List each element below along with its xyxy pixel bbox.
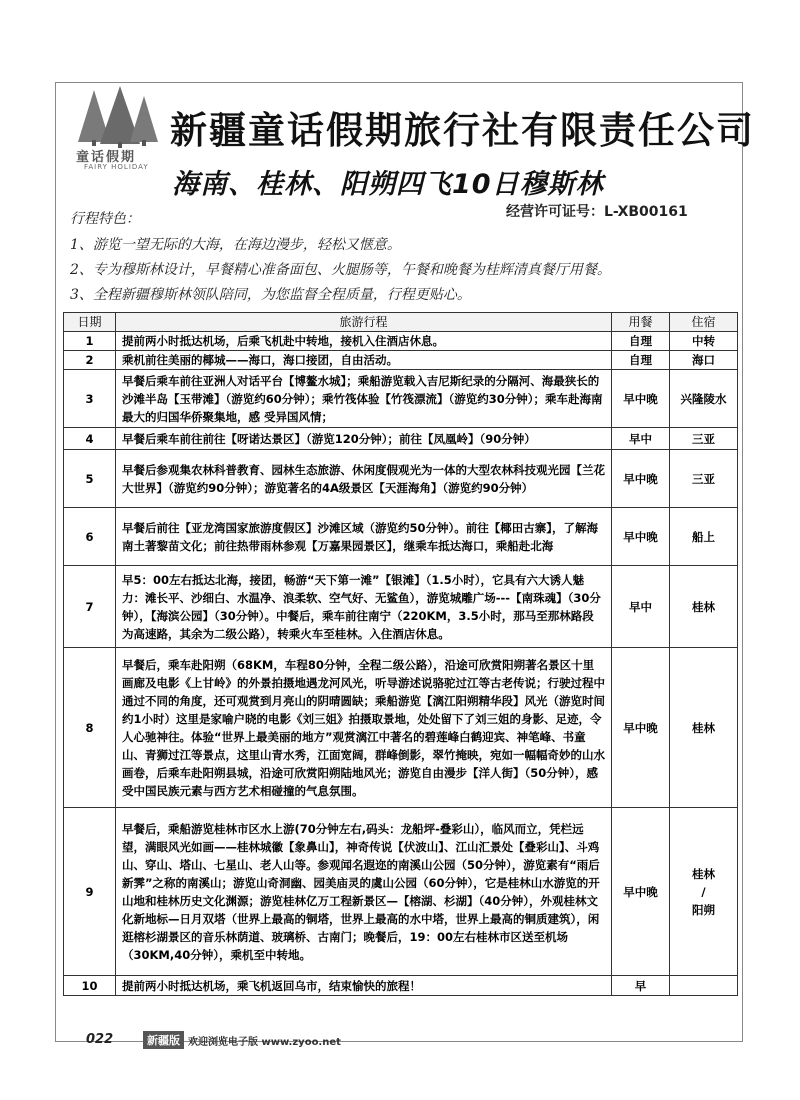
row-day: 2 (64, 351, 116, 370)
row-lodge: 桂林 / 阳朔 (670, 808, 738, 976)
row-lodge: 三亚 (670, 428, 738, 450)
row-lodge: 兴隆陵水 (670, 370, 738, 428)
row-lodge: 船上 (670, 508, 738, 566)
table-row (64, 450, 738, 508)
row-day: 8 (64, 648, 116, 808)
row-meal: 早中晚 (612, 508, 670, 566)
license-number: 经营许可证号：L-XB00161 (506, 204, 688, 220)
feature-item: 2、专为穆斯林设计，早餐精心准备面包、火腿肠等，午餐和晚餐为桂辉清真餐厅用餐。 (70, 262, 611, 278)
row-day: 10 (64, 976, 116, 996)
row-desc: 提前两小时抵达机场，乘飞机返回乌市，结束愉快的旅程！ (116, 976, 612, 996)
features-title: 行程特色： (70, 211, 140, 227)
row-lodge: 桂林 (670, 648, 738, 808)
row-day: 3 (64, 370, 116, 428)
row-lodge: 桂林 (670, 566, 738, 648)
row-day: 1 (64, 332, 116, 351)
feature-item: 3、全程新疆穆斯林领队陪同，为您监督全程质量，行程更贴心。 (70, 287, 471, 303)
itinerary-table (63, 312, 738, 996)
header-desc: 旅游行程 (116, 313, 612, 332)
table-row (64, 976, 738, 996)
table-row (64, 351, 738, 370)
row-lodge: 中转 (670, 332, 738, 351)
table-row (64, 648, 738, 808)
row-day: 5 (64, 450, 116, 508)
row-meal: 早 (612, 976, 670, 996)
row-day: 7 (64, 566, 116, 648)
row-meal: 早中晚 (612, 808, 670, 976)
footer-website-text: 欢迎浏览电子版 www.zyoo.net (188, 1037, 341, 1048)
pine-trees-icon (72, 86, 162, 148)
row-desc: 提前两小时抵达机场，后乘飞机赴中转地，接机入住酒店休息。 (116, 332, 612, 351)
table-row (64, 508, 738, 566)
row-lodge (670, 976, 738, 996)
row-day: 9 (64, 808, 116, 976)
row-meal: 早中 (612, 428, 670, 450)
row-desc: 早餐后乘车前往亚洲人对话平台【博鳌水城】；乘船游览载入吉尼斯纪录的分隔河、海最狭长的沙滩半岛【玉带滩】（游览约60分钟）；乘竹筏体验【竹筏漂流】（游览约30分钟）；乘车赴海南最大的归国华侨聚集地，感 受异国风情； (116, 370, 612, 428)
row-meal: 自理 (612, 351, 670, 370)
table-row (64, 428, 738, 450)
row-meal: 早中晚 (612, 450, 670, 508)
row-meal: 早中晚 (612, 648, 670, 808)
row-desc: 乘机前往美丽的椰城——海口，海口接团，自由活动。 (116, 351, 612, 370)
row-meal: 自理 (612, 332, 670, 351)
row-desc: 早餐后，乘车赴阳朔（68KM，车程80分钟，全程二级公路），沿途可欣赏阳朔著名景区十里画廊及电影《上甘岭》的外景拍摄地遇龙河风光，听导游述说骆驼过江等古老传说；行驶过程中通过不同的角度，还可观赏到月亮山的阴晴圆缺；乘船游览【漓江阳朔精华段】风光（游览时间约1小时）这里是家喻户晓的电影《刘三姐》拍摄取景地，处处留下了刘三姐的身影、足迹，令人心驰神往。体验“世界上最美丽的地方”观赏漓江中著名的碧莲峰白鹤迎宾、神笔峰、书童山、青狮过江等景点，这里山青水秀，江面宽阔，群峰倒影，翠竹掩映，宛如一幅幅奇妙的山水画卷，后乘车赴阳朔县城，沿途可欣赏阳朔陆地风光；游览自由漫步【洋人街】（50分钟），感受中国民族元素与西方艺术相碰撞的气息氛围。 (116, 648, 612, 808)
feature-item: 1、游览一望无际的大海，在海边漫步，轻松又惬意。 (70, 237, 401, 253)
tour-title: 海南、桂林、阳朔四飞10日穆斯林 (172, 169, 604, 200)
header-meal: 用餐 (612, 313, 670, 332)
row-desc: 早餐后乘车前往前往【呀诺达景区】（游览120分钟）；前往【凤凰岭】（90分钟） (116, 428, 612, 450)
table-row (64, 332, 738, 351)
row-lodge: 三亚 (670, 450, 738, 508)
table-row (64, 808, 738, 976)
logo-english-name: FAIRY HOLIDAY (84, 163, 149, 171)
table-row (64, 566, 738, 648)
header-lodge: 住宿 (670, 313, 738, 332)
row-meal: 早中晚 (612, 370, 670, 428)
edition-badge: 新疆版 (143, 1031, 184, 1049)
row-desc: 早餐后前往【亚龙湾国家旅游度假区】沙滩区域（游览约50分钟）。前往【椰田古寨】，了解海南土著黎苗文化；前往热带雨林参观【万嘉果园景区】，继乘车抵达海口，乘船赴北海 (116, 508, 612, 566)
logo-chinese-name: 童话假期 (76, 150, 137, 165)
row-desc: 早5：00左右抵达北海，接团，畅游“天下第一滩”【银滩】（1.5小时），它具有六大诱人魅力：滩长平、沙细白、水温净、浪柔软、空气好、无鲨鱼），游览城雕广场---【南珠魂】（30分钟），【海滨公园】（30分钟）。中餐后，乘车前往南宁（220KM，3.5小时，那马至那林路段为高速路，其余为二级公路），转乘火车至桂林。入住酒店休息。 (116, 566, 612, 648)
row-day: 4 (64, 428, 116, 450)
page-number: 022 (86, 1032, 114, 1047)
row-lodge: 海口 (670, 351, 738, 370)
row-meal: 早中 (612, 566, 670, 648)
row-desc: 早餐后，乘船游览桂林市区水上游(70分钟左右,码头：龙船坪-叠彩山），临风而立，凭栏远望，满眼风光如画——桂林城徽【象鼻山】，神奇传说【伏波山】、江山汇景处【叠彩山】、斗鸡山、穿山、塔山、七星山、老人山等。参观闻名遐迩的南溪山公园（50分钟），游览素有“雨后新霁”之称的南溪山；游览山奇洞幽、园美庙灵的虞山公园（60分钟），它是桂林山水游览的开山地和桂林历史文化渊源；游览桂林亿万工程新景区—【榕湖、杉湖】（40分钟），外观桂林文化新地标—日月双塔（世界上最高的铜塔，世界上最高的水中塔，世界上最高的铜质建筑），闲逛榕杉湖景区的音乐林荫道、玻璃桥、古南门；晚餐后，19：00左右桂林市区送至机场（30KM,40分钟），乘机至中转地。 (116, 808, 612, 976)
table-row (64, 370, 738, 428)
header-day: 日期 (64, 313, 116, 332)
company-logo (68, 86, 172, 176)
row-day: 6 (64, 508, 116, 566)
table-header-row (64, 313, 738, 332)
row-desc: 早餐后参观集农林科普教育、园林生态旅游、休闲度假观光为一体的大型农林科技观光园【兰花大世界】（游览约90分钟）；游览著名的4A级景区【天涯海角】（游览约90分钟） (116, 450, 612, 508)
company-title: 新疆童话假期旅行社有限责任公司 (170, 109, 755, 152)
